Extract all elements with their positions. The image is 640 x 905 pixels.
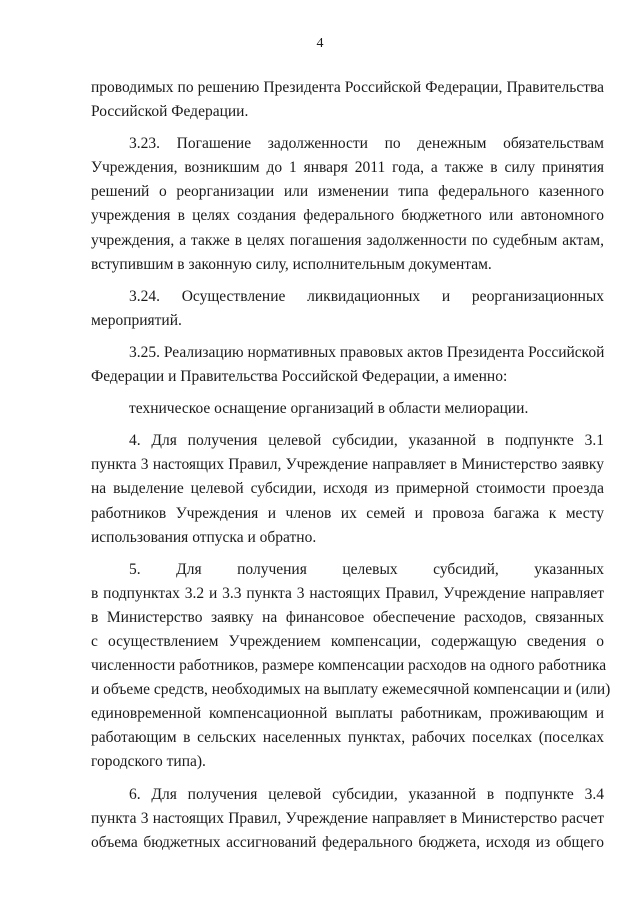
text-line: в Министерство заявку на финансовое обеспечение расходов, связанных — [91, 608, 604, 626]
text-line: численности работников, размере компенсации расходов на одного работника — [91, 657, 607, 675]
text-line: городского типа). — [91, 753, 206, 771]
paragraph-p4 — [91, 429, 604, 549]
paragraph-p3-23 — [91, 132, 604, 277]
paragraph-p6 — [91, 783, 604, 855]
paragraph-gap — [91, 389, 604, 397]
text-line: в подпунктах 3.2 и 3.3 пункта 3 настоящих Правил, Учреждение направляет — [91, 584, 604, 602]
text-line: использования отпуска и обратно. — [91, 528, 317, 546]
text-line: Федерации и Правительства Российской Федерации, а именно: — [91, 368, 508, 386]
paragraph-p3-25-item — [91, 397, 604, 421]
paragraph-gap — [91, 124, 604, 132]
paragraph-gap — [91, 550, 604, 558]
text-line: 6. Для получения целевой субсидии, указанной в подпункте 3.4 — [129, 785, 604, 803]
text-line: пункта 3 настоящих Правил, Учреждение направляет в Министерство заявку — [91, 456, 604, 474]
text-line: с осуществлением Учреждением компенсации, содержащую сведения о — [91, 632, 604, 650]
text-line: работников Учреждения и членов их семей и провоза багажа к месту — [91, 504, 604, 522]
text-line: 4. Для получения целевой субсидии, указанной в подпункте 3.1 — [129, 432, 604, 450]
text-line: Учреждения, возникшим до 1 января 2011 года, а также в силу принятия — [91, 159, 604, 177]
paragraph-p5 — [91, 558, 611, 775]
text-line: единовременной компенсационной выплаты работникам, проживающим и — [91, 705, 604, 723]
text-line: и объеме средств, необходимых на выплату ежемесячной компенсации и (или) — [91, 681, 611, 699]
text-line: Российской Федерации. — [91, 103, 249, 121]
page-number: 4 — [316, 36, 324, 51]
text-line: мероприятий. — [91, 311, 182, 329]
document-body — [91, 76, 611, 855]
text-line: проводимых по решению Президента Российской Федерации, Правительства — [91, 79, 604, 96]
paragraph-p3-24 — [91, 285, 604, 333]
text-line: 5. Для получения целевых субсидий, указанных — [129, 560, 604, 578]
text-line: вступившим в законную силу, исполнительным документам. — [91, 255, 492, 273]
text-line: 3.25. Реализацию нормативных правовых актов Президента Российской — [129, 343, 605, 361]
text-line: работающим в сельских населенных пунктах, рабочих поселках (поселках — [91, 729, 604, 747]
text-line: на выделение целевой субсидии, исходя из примерной стоимости проезда — [91, 480, 604, 498]
text-line: решений о реорганизации или изменении типа федерального казенного — [91, 183, 604, 201]
paragraph-p3-25 — [91, 341, 604, 389]
paragraph-gap — [91, 333, 604, 341]
text-line: учреждения, а также в целях погашения задолженности по судебным актам, — [91, 231, 604, 249]
text-line: 3.23. Погашение задолженности по денежным обязательствам — [129, 135, 604, 153]
text-line: объема бюджетных ассигнований федерального бюджета, исходя из общего — [91, 833, 604, 851]
paragraph-gap — [91, 277, 604, 285]
paragraph-gap — [91, 775, 604, 783]
text-line: техническое оснащение организаций в области мелиорации. — [129, 400, 529, 418]
text-line: 3.24. Осуществление ликвидационных и реорганизационных — [129, 287, 604, 305]
text-line: пункта 3 настоящих Правил, Учреждение направляет в Министерство расчет — [91, 809, 604, 827]
text-line: учреждения в целях создания федерального бюджетного или автономного — [91, 207, 604, 225]
paragraph-cont — [91, 76, 604, 124]
paragraph-gap — [91, 421, 604, 429]
